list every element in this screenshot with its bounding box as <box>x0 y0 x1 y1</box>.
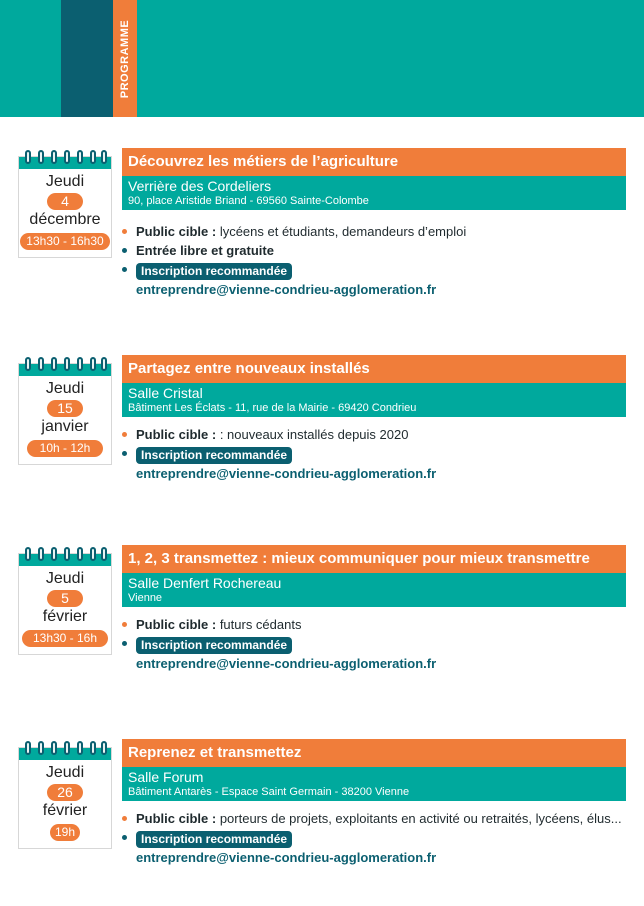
event-title: Découvrez les métiers de l’agriculture <box>122 148 626 176</box>
event-venue <box>122 383 626 417</box>
event-2 <box>0 355 644 515</box>
venue-name: Salle Cristal <box>128 385 203 401</box>
event-venue <box>122 573 626 607</box>
event-title: Partagez entre nouveaux installés <box>122 355 626 383</box>
event-month: février <box>42 802 88 819</box>
email-link[interactable]: entreprendre@vienne-condrieu-agglomeration.fr <box>136 282 437 297</box>
venue-address: Vienne <box>128 592 163 604</box>
event-details <box>122 425 626 483</box>
venue-name: Verrière des Cordeliers <box>128 178 272 194</box>
event-day: Jeudi <box>45 380 85 397</box>
event-details <box>122 222 626 299</box>
calendar-icon <box>18 747 112 849</box>
event-date: 5 <box>47 590 83 607</box>
email-link[interactable]: entreprendre@vienne-condrieu-agglomeration.fr <box>136 850 437 865</box>
event-day: Jeudi <box>45 764 85 781</box>
public-value: porteurs de projets, exploitants en activité ou retraités, lycéens, élus... <box>219 811 622 826</box>
public-label: Public cible : <box>136 224 217 239</box>
event-title: 1, 2, 3 transmettez : mieux communiquer pour mieux transmettre <box>122 545 626 573</box>
email-link[interactable]: entreprendre@vienne-condrieu-agglomeration.fr <box>136 656 437 671</box>
calendar-icon <box>18 553 112 655</box>
venue-name: Salle Denfert Rochereau <box>128 575 282 591</box>
event-details <box>122 809 626 867</box>
event-time: 13h30 - 16h <box>22 630 108 647</box>
event-time: 13h30 - 16h30 <box>20 233 110 250</box>
event-date: 26 <box>47 784 83 801</box>
public-value: futurs cédants <box>219 617 302 632</box>
event-1 <box>0 148 644 308</box>
event-date: 4 <box>47 193 83 210</box>
event-3 <box>0 545 644 705</box>
event-month: janvier <box>41 418 89 435</box>
event-time: 10h - 12h <box>27 440 103 457</box>
extra-info: Entrée libre et gratuite <box>136 243 274 258</box>
inscription-badge: Inscription recommandée <box>136 447 292 464</box>
venue-address: 90, place Aristide Briand - 69560 Sainte-Colombe <box>128 195 369 207</box>
event-venue <box>122 176 626 210</box>
event-venue <box>122 767 626 801</box>
event-time: 19h <box>50 824 80 841</box>
inscription-badge: Inscription recommandée <box>136 263 292 280</box>
venue-address: Bâtiment Antarès - Espace Saint Germain - 38200 Vienne <box>128 786 410 798</box>
venue-name: Salle Forum <box>128 769 204 785</box>
email-link[interactable]: entreprendre@vienne-condrieu-agglomeration.fr <box>136 466 437 481</box>
public-value: : nouveaux installés depuis 2020 <box>219 427 409 442</box>
inscription-badge: Inscription recommandée <box>136 831 292 848</box>
event-day: Jeudi <box>45 570 85 587</box>
event-month: décembre <box>29 211 101 228</box>
event-day: Jeudi <box>45 173 85 190</box>
event-details <box>122 615 626 673</box>
inscription-badge: Inscription recommandée <box>136 637 292 654</box>
programme-label: PROGRAMME <box>119 19 132 98</box>
event-month: février <box>42 608 88 625</box>
calendar-icon <box>18 156 112 258</box>
public-value: lycéens et étudiants, demandeurs d’emploi <box>219 224 467 239</box>
public-label: Public cible : <box>136 427 217 442</box>
header-dark-stripe <box>61 0 113 117</box>
event-date: 15 <box>47 400 83 417</box>
public-label: Public cible : <box>136 811 217 826</box>
event-title: Reprenez et transmettez <box>122 739 626 767</box>
event-4 <box>0 739 644 899</box>
public-label: Public cible : <box>136 617 217 632</box>
venue-address: Bâtiment Les Éclats - 11, rue de la Mairie - 69420 Condrieu <box>128 402 417 414</box>
calendar-icon <box>18 363 112 465</box>
